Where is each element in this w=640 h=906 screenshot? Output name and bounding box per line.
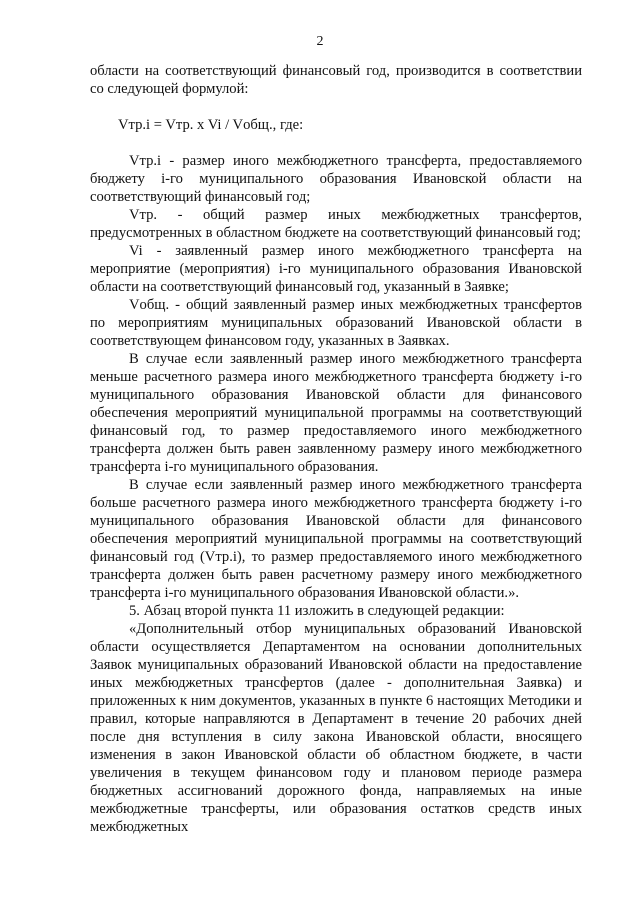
paragraph-definition-vtr: Vтр. - общий размер иных межбюджетных трансфертов, предусмотренных в областном бюджете на соответствующий финансовый год;	[90, 207, 582, 241]
paragraph-definition-vobsch: Vобщ. - общий заявленный размер иных межбюджетных трансфертов по мероприятиям муниципальных образований Ивановской области в соответствующем финансовом году, указанных в Заявках.	[90, 297, 582, 349]
paragraph-case-less: В случае если заявленный размер иного межбюджетного трансферта меньше расчетного размера иного межбюджетного трансферта бюджету i-го муниципального образования Ивановской области для финансового обеспечения мероприятий муниципальной программы на соответствующий финансовый год, то размер предоставляемого иного межбюджетного трансферта должен быть равен заявленному размеру иного межбюджетного трансферта i-го муниципального образования.	[90, 351, 582, 475]
page-number: 2	[316, 34, 324, 49]
document-body	[90, 62, 582, 836]
paragraph-quote-additional-selection: «Дополнительный отбор муниципальных образований Ивановской области осуществляется Департаментом на основании дополнительных Заявок муниципальных образований Ивановской области на предоставление иных межбюджетных трансфертов (далее - дополнительная Заявка) и приложенных к ним документов, указанных в пункте 6 настоящих Методики и правил, которые направляются в Департамент в течение 20 рабочих дней после дня вступления в силу закона Ивановской области, вносящего изменения в закон Ивановской области об областном бюджете, в части увеличения в текущем финансовом году и плановом периоде размера бюджетных ассигнований дорожного фонда, направляемых на иные межбюджетные трансферты, или образования остатков средств иных межбюджетных	[90, 621, 582, 835]
paragraph-definition-vi: Vi - заявленный размер иного межбюджетного трансферта на мероприятие (мероприятия) i-го муниципального образования Ивановской области на соответствующий финансовый год, указанный в Заявке;	[90, 243, 582, 295]
paragraph-case-more: В случае если заявленный размер иного межбюджетного трансферта больше расчетного размера иного межбюджетного трансферта бюджету i-го муниципального образования Ивановской области для финансового обеспечения мероприятий муниципальной программы на соответствующий финансовый год (Vтр.i), то размер предоставляемого иного межбюджетного трансферта должен быть равен расчетному размеру иного межбюджетного трансферта i-го муниципального образования Ивановской области.».	[90, 477, 582, 601]
paragraph-intro: области на соответствующий финансовый год, производится в соответствии со следующей формулой:	[90, 63, 582, 97]
paragraph-definition-vtr-i: Vтр.i - размер иного межбюджетного трансферта, предоставляемого бюджету i-го муниципального образования Ивановской области на соответствующий финансовый год;	[90, 153, 582, 205]
formula: Vтр.i = Vтр. x Vi / Vобщ., где:	[118, 117, 304, 133]
paragraph-item-5: 5. Абзац второй пункта 11 изложить в следующей редакции:	[129, 603, 505, 619]
